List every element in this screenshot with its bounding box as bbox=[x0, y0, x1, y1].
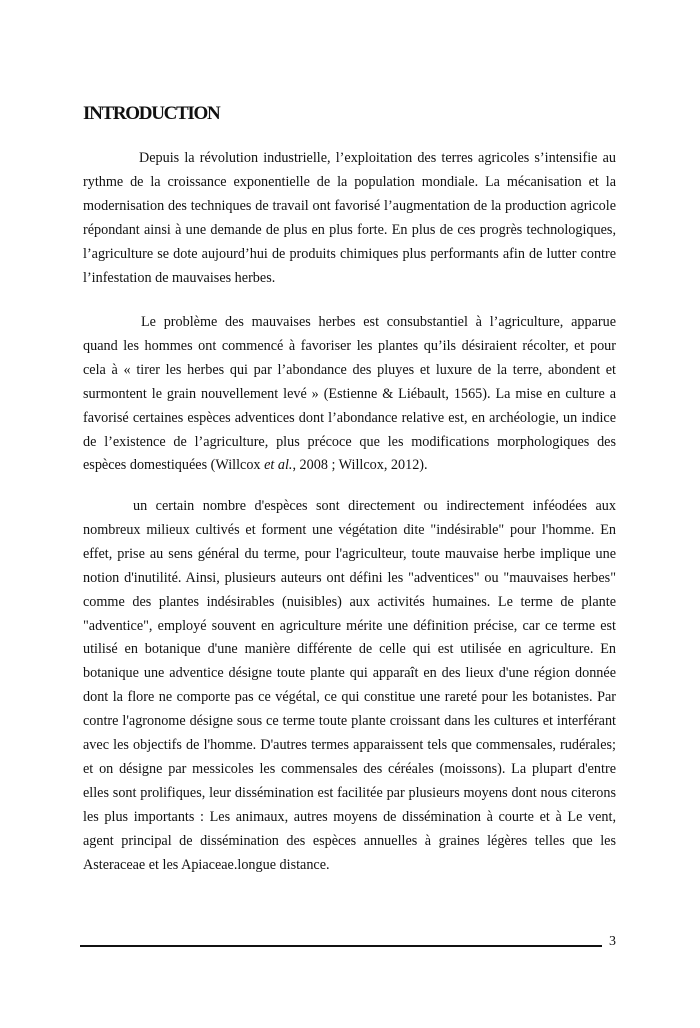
page-number: 3 bbox=[609, 934, 616, 949]
paragraph-3: un certain nombre d'espèces sont directement ou indirectement inféodées aux nombreux milieux cultivés et forment une végétation dite "indésirable" pour l'homme. En effet, prise au sens général du terme, pour l'agriculteur, toute mauvaise herbe implique une notion d'inutilité. Ainsi, plusieurs auteurs ont défini les "adventices" ou "mauvaises herbes" comme des plantes indésirables (nuisibles) aux activités humaines. Le terme de plante "adventice", employé souvent en agriculture mérite une définition précise, car ce terme est utilisé en botanique d'une manière différente de celle qui est utilisée en agriculture. En botanique une adventice désigne toute plante qui apparaît en des lieux d'une région donnée dont la flore ne comporte pas ce végétal, ce qui constitue une rareté pour les botanistes. Par contre l'agronome désigne sous ce terme toute plante croissant dans les cultures et interférant avec les objectifs de l'homme. D'autres termes apparaissent tels que commensales, rudérales; et on désigne par messicoles les commensales des céréales (moissons). La plupart d'entre elles sont prolifiques, leur dissémination est facilitée par plusieurs moyens dont nous citerons les plus importants : Les animaux, autres moyens de dissémination à courte et à Le vent, agent principal de dissémination des espèces annuelles à graines légères telles que les Asteraceae et les Apiaceae.longue distance. bbox=[83, 498, 616, 873]
paragraph-2-text: Le problème des mauvaises herbes est consubstantiel à l’agriculture, apparue quand les hommes ont commencé à favoriser les plantes qu’ils désiraient récolter, et pour cela à « tirer les herbes qui par l’abondance des pluyes et luxure de la terre, abondent et surmontent le grain nouvellement levé » (Estienne & Liébault, 1565). La mise en culture a favorisé certaines espèces adventices dont l’abondance relative est, en archéologie, un indice de l’existence de l’agriculture, plus précoce que les modifications morphologiques des espèces domestiquées (Willcox bbox=[83, 314, 616, 474]
section-heading: INTRODUCTION bbox=[83, 103, 220, 124]
footer-rule bbox=[80, 945, 602, 947]
paragraph-2 bbox=[83, 311, 616, 478]
paragraph-1: Depuis la révolution industrielle, l’exploitation des terres agricoles s’intensifie au rythme de la croissance exponentielle de la population mondiale. La mécanisation et la modernisation des techniques de travail ont favorisé l’augmentation de la production agricole répondant ainsi à une demande de plus en plus forte. En plus de ces progrès technologiques, l’agriculture se dote aujourd’hui de produits chimiques plus performants afin de lutter contre l’infestation de mauvaises herbes. bbox=[83, 150, 616, 286]
paragraph-2-et-al: et al. bbox=[264, 457, 293, 474]
paragraph-2-citation-end: , 2008 ; Willcox, 2012). bbox=[292, 457, 428, 474]
